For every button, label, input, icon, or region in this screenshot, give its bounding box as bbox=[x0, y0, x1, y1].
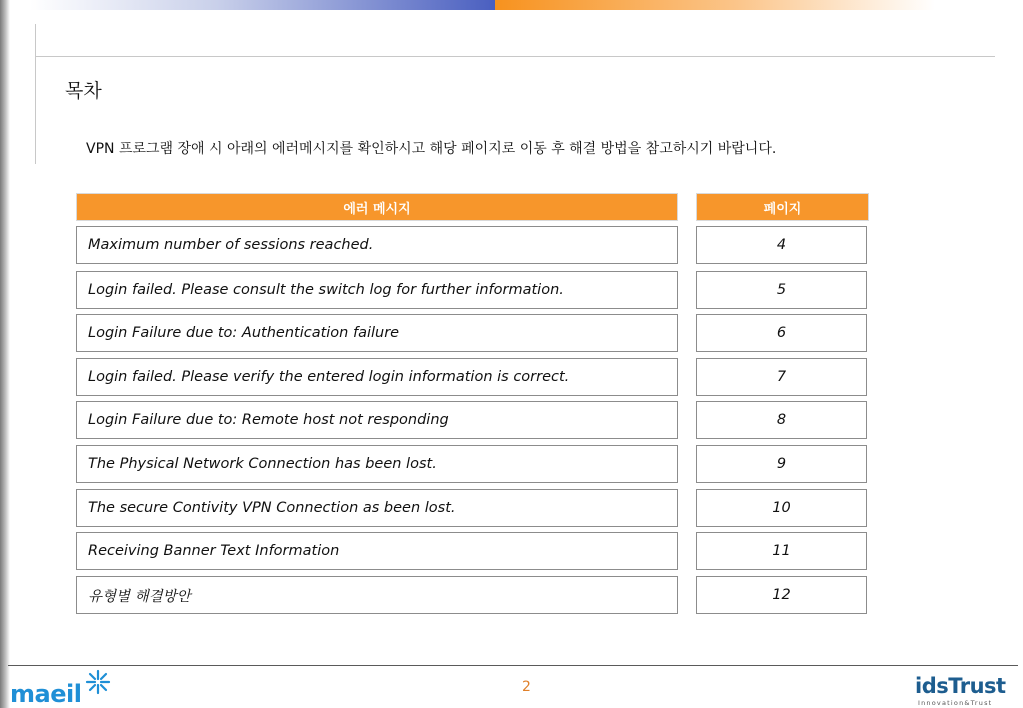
title-vertical-rule bbox=[35, 24, 36, 164]
row-message[interactable]: Login Failure due to: Remote host not responding bbox=[76, 401, 678, 439]
top-gradient-bar-blue bbox=[30, 0, 495, 10]
page-number: 2 bbox=[522, 679, 531, 695]
row-page[interactable]: 5 bbox=[696, 271, 867, 309]
row-page[interactable]: 10 bbox=[696, 489, 867, 527]
row-page[interactable]: 7 bbox=[696, 358, 867, 396]
row-message[interactable]: Login failed. Please verify the entered login information is correct. bbox=[76, 358, 678, 396]
idstrust-tagline: Innovation&Trust bbox=[918, 699, 993, 707]
maeil-logo-text: maeil bbox=[10, 680, 82, 708]
title-horizontal-rule bbox=[35, 56, 995, 57]
row-page[interactable]: 8 bbox=[696, 401, 867, 439]
page-title: 목차 bbox=[65, 80, 102, 102]
header-page: 페이지 bbox=[696, 193, 869, 221]
row-page[interactable]: 4 bbox=[696, 226, 867, 264]
row-message[interactable]: Login failed. Please consult the switch log for further information. bbox=[76, 271, 678, 309]
row-page[interactable]: 11 bbox=[696, 532, 867, 570]
row-message[interactable]: The Physical Network Connection has been lost. bbox=[76, 445, 678, 483]
left-edge-shadow bbox=[0, 0, 10, 708]
maeil-logo bbox=[10, 670, 120, 708]
row-message[interactable]: 유형별 해결방안 bbox=[76, 576, 678, 614]
header-error-message: 에러 메시지 bbox=[76, 193, 678, 221]
footer-rule bbox=[8, 665, 1018, 666]
top-gradient-bar-orange bbox=[495, 0, 935, 10]
row-message[interactable]: Receiving Banner Text Information bbox=[76, 532, 678, 570]
row-message[interactable]: Login Failure due to: Authentication failure bbox=[76, 314, 678, 352]
row-page[interactable]: 12 bbox=[696, 576, 867, 614]
row-page[interactable]: 6 bbox=[696, 314, 867, 352]
intro-text: VPN 프로그램 장애 시 아래의 에러메시지를 확인하시고 해당 페이지로 이동 후 해결 방법을 참고하시기 바랍니다. bbox=[86, 141, 777, 157]
row-message[interactable]: Maximum number of sessions reached. bbox=[76, 226, 678, 264]
idstrust-logo-text: idsTrust bbox=[915, 674, 1006, 698]
idstrust-logo bbox=[915, 674, 1015, 708]
row-message[interactable]: The secure Contivity VPN Connection as been lost. bbox=[76, 489, 678, 527]
row-page[interactable]: 9 bbox=[696, 445, 867, 483]
maeil-star-icon bbox=[84, 668, 112, 696]
